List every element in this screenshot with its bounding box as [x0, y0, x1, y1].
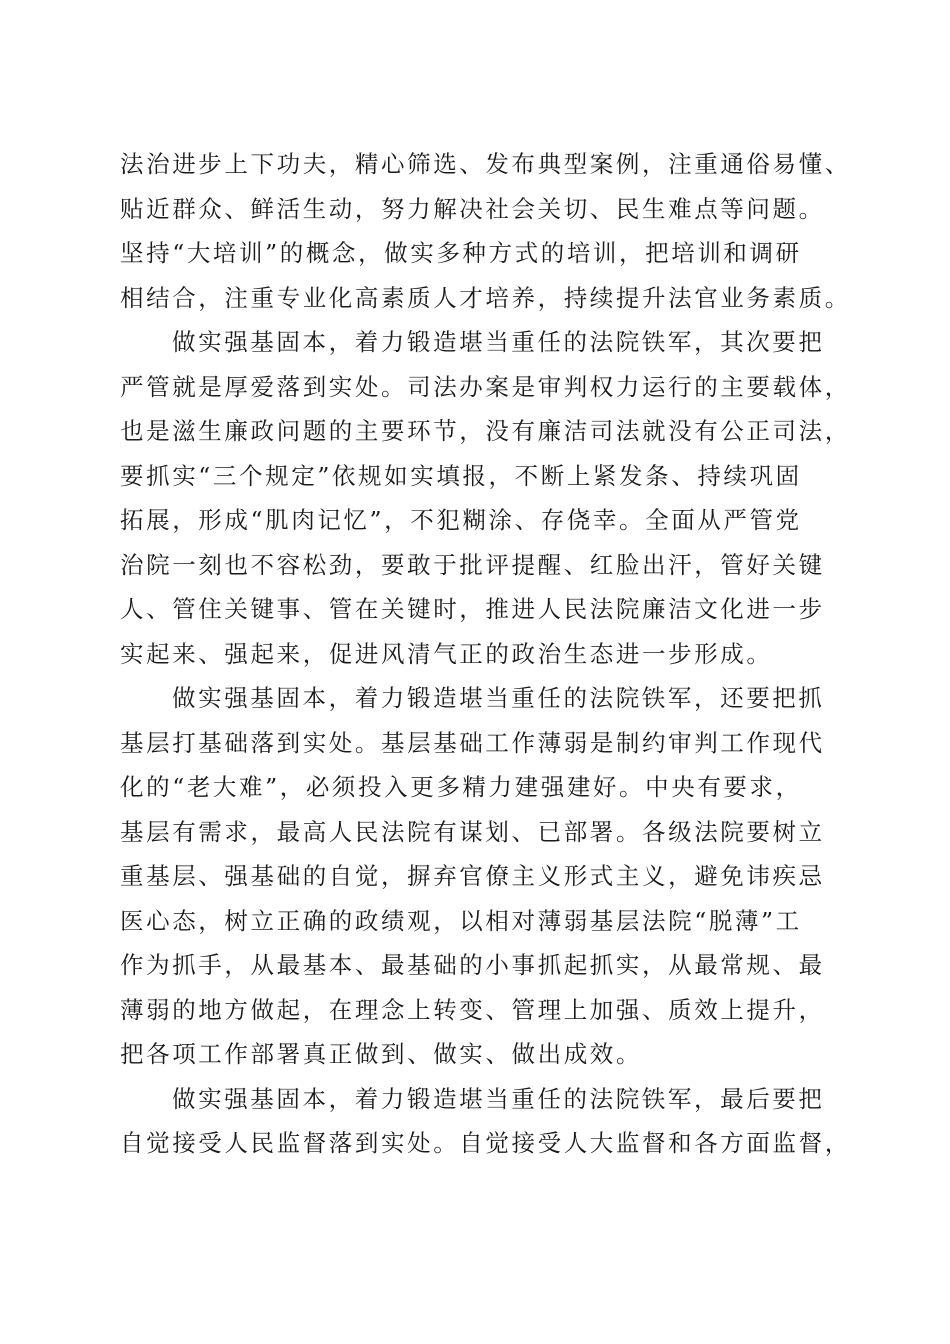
text-line-9: 拓展，形成“肌肉记忆”，不犯糊涂、存侥幸。全面从严管党	[120, 506, 802, 534]
text-line-14: 基层打基础落到实处。基层基础工作薄弱是制约审判工作现代	[120, 728, 825, 757]
text-line-8: 要抓实“三个规定”依规如实填报，不断上紧发条、持续巩固	[120, 461, 802, 490]
text-line-6: 严管就是厚爱落到实处。司法办案是审判权力运行的主要载体，	[120, 372, 851, 401]
body-text	[120, 142, 851, 1166]
text-line-3: 坚持“大培训”的概念，做实多种方式的培训，把培训和调研	[120, 239, 802, 267]
text-line-7: 也是滋生廉政问题的主要环节，没有廉洁司法就没有公正司法，	[120, 417, 851, 445]
text-line-2: 贴近群众、鲜活生动，努力解决社会关切、民生难点等问题。	[120, 194, 825, 223]
text-line-18: 医心态，树立正确的政绩观，以相对薄弱基层法院“脱薄”工	[120, 906, 802, 935]
paragraph-4-first-line: 做实强基固本，着力锻造堪当重任的法院铁军，最后要把	[172, 1084, 825, 1113]
text-line-23: 自觉接受人民监督落到实处。自觉接受人大监督和各方面监督，	[120, 1129, 851, 1157]
text-line-20: 薄弱的地方做起，在理念上转变、管理上加强、质效上提升，	[120, 995, 825, 1024]
paragraph-2-first-line: 做实强基固本，着力锻造堪当重任的法院铁军，其次要把	[172, 328, 825, 356]
text-line-15: 化的“老大难”，必须投入更多精力建强建好。中央有要求，	[120, 773, 802, 801]
text-line-17: 重基层、强基础的自觉，摒弃官僚主义形式主义，避免讳疾忌	[120, 862, 825, 890]
text-line-12: 实起来、强起来，促进风清气正的政治生态进一步形成。	[120, 639, 773, 668]
text-line-16: 基层有需求，最高人民法院有谋划、已部署。各级法院要树立	[120, 817, 825, 846]
text-line-11: 人、管住关键事、管在关键时，推进人民法院廉洁文化进一步	[120, 595, 825, 623]
text-line-21: 把各项工作部署真正做到、做实、做出成效。	[120, 1040, 642, 1068]
paragraph-3-first-line: 做实强基固本，着力锻造堪当重任的法院铁军，还要把抓	[172, 684, 825, 712]
text-line-1: 法治进步上下功夫，精心筛选、发布典型案例，注重通俗易懂、	[120, 150, 851, 178]
text-line-4: 相结合，注重专业化高素质人才培养，持续提升法官业务素质。	[120, 283, 851, 312]
text-line-10: 治院一刻也不容松劲，要敢于批评提醒、红脸出汗，管好关键	[120, 550, 825, 579]
text-line-19: 作为抓手，从最基本、最基础的小事抓起抓实，从最常规、最	[120, 951, 825, 979]
